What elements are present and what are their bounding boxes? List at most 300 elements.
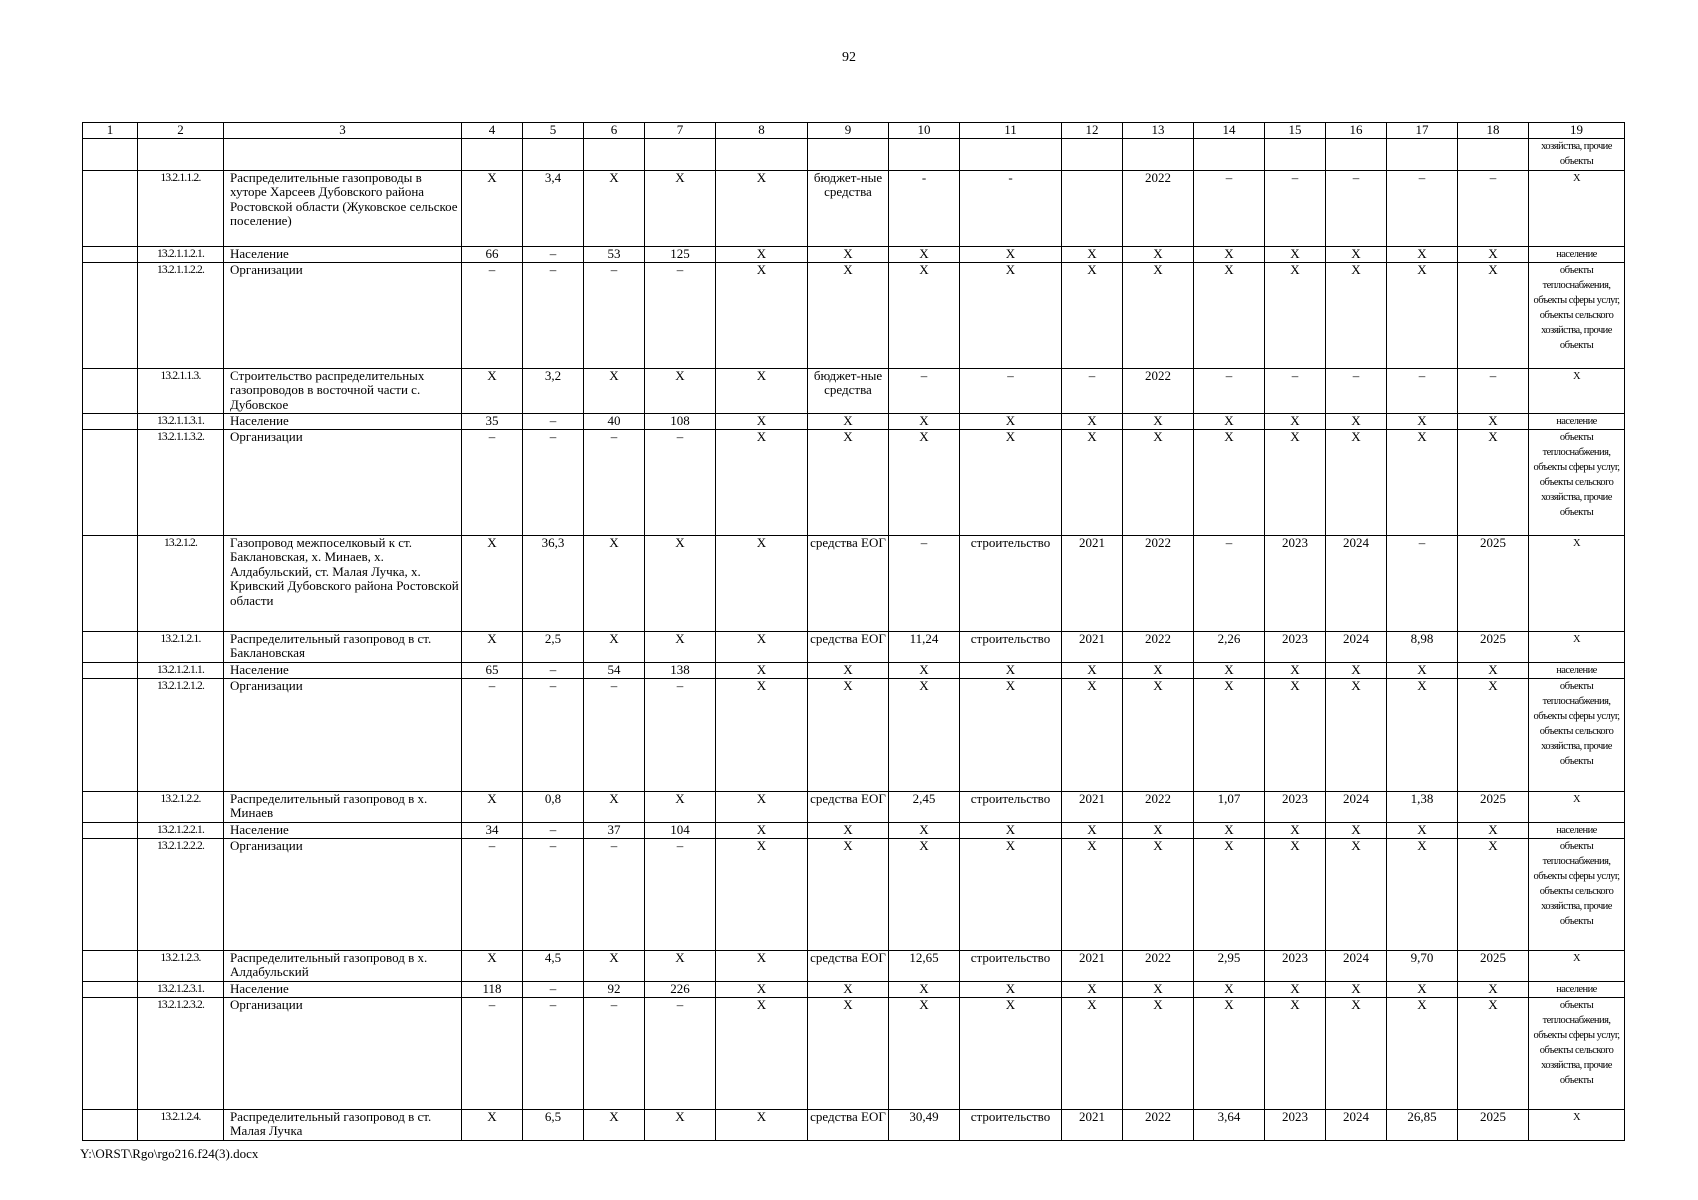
- table-cell-col-14: X: [1194, 678, 1265, 791]
- table-cell-col-8: X: [716, 791, 808, 822]
- table-cell-col-2: 13.2.1.2.1.2.: [138, 678, 224, 791]
- table-cell-col-9: X: [808, 838, 889, 950]
- table-cell-col-6: –: [584, 429, 645, 535]
- table-row: [83, 997, 1625, 1109]
- table-cell-col-10: –: [889, 368, 960, 413]
- table-row: [83, 413, 1625, 429]
- table-cell-col-16: X: [1326, 981, 1387, 997]
- table-cell-col-2: 13.2.1.2.3.1.: [138, 981, 224, 997]
- table-cell-col-8: X: [716, 997, 808, 1109]
- column-header-17: 17: [1387, 123, 1458, 139]
- table-cell-col-2: [138, 138, 224, 170]
- table-cell-col-17: X: [1387, 246, 1458, 262]
- table-cell-col-3: Газопровод межпоселковый к ст. Баклановская, х. Минаев, х. Алдабульский, ст. Малая Лучка, х. Кривский Дубовского района Ростовской области: [224, 535, 462, 631]
- table-cell-col-7: –: [645, 678, 716, 791]
- table-cell-col-12: X: [1062, 413, 1123, 429]
- table-cell-col-1: [83, 791, 138, 822]
- table-cell-col-3: Организации: [224, 838, 462, 950]
- table-cell-col-19: X: [1529, 1109, 1625, 1140]
- table-cell-col-6: –: [584, 262, 645, 368]
- table-cell-col-9: X: [808, 822, 889, 838]
- table-cell-col-5: –: [523, 413, 584, 429]
- table-cell-col-19: объекты теплоснабжения, объекты сферы услуг, объекты сельского хозяйства, прочие объекты: [1529, 997, 1625, 1109]
- table-cell-col-16: X: [1326, 822, 1387, 838]
- table-cell-col-4: 65: [462, 662, 523, 678]
- table-row: [83, 631, 1625, 662]
- table-cell-col-15: 2023: [1265, 1109, 1326, 1140]
- table-cell-col-13: X: [1123, 262, 1194, 368]
- table-cell-col-4: 34: [462, 822, 523, 838]
- table-cell-col-1: [83, 535, 138, 631]
- table-cell-col-4: X: [462, 535, 523, 631]
- table-cell-col-17: X: [1387, 838, 1458, 950]
- table-cell-col-19: X: [1529, 791, 1625, 822]
- table-cell-col-18: 2025: [1458, 950, 1529, 981]
- table-cell-col-12: X: [1062, 838, 1123, 950]
- table-cell-col-9: средства ЕОГ: [808, 631, 889, 662]
- table-cell-col-12: X: [1062, 997, 1123, 1109]
- table-cell-col-15: 2023: [1265, 535, 1326, 631]
- table-cell-col-9: X: [808, 262, 889, 368]
- table-cell-col-2: 13.2.1.2.2.2.: [138, 838, 224, 950]
- table-cell-col-10: 30,49: [889, 1109, 960, 1140]
- table-cell-col-14: 2,26: [1194, 631, 1265, 662]
- table-cell-col-7: X: [645, 368, 716, 413]
- table-cell-col-7: –: [645, 838, 716, 950]
- table-cell-col-4: 35: [462, 413, 523, 429]
- table-cell-col-8: X: [716, 170, 808, 246]
- table-cell-col-3: Организации: [224, 678, 462, 791]
- table-cell-col-1: [83, 138, 138, 170]
- table-cell-col-12: 2021: [1062, 791, 1123, 822]
- table-cell-col-17: 1,38: [1387, 791, 1458, 822]
- table-cell-col-2: 13.2.1.2.4.: [138, 1109, 224, 1140]
- table-cell-col-13: 2022: [1123, 1109, 1194, 1140]
- table-cell-col-3: Население: [224, 822, 462, 838]
- table-cell-col-10: –: [889, 535, 960, 631]
- table-cell-col-13: X: [1123, 246, 1194, 262]
- table-cell-col-11: X: [960, 262, 1062, 368]
- table-cell-col-7: 138: [645, 662, 716, 678]
- table-cell-col-6: X: [584, 535, 645, 631]
- table-cell-col-12: 2021: [1062, 1109, 1123, 1140]
- table-cell-col-15: X: [1265, 981, 1326, 997]
- table-cell-col-15: 2023: [1265, 631, 1326, 662]
- table-row: [83, 981, 1625, 997]
- table-cell-col-17: X: [1387, 678, 1458, 791]
- table-cell-col-14: X: [1194, 429, 1265, 535]
- table-row: [83, 950, 1625, 981]
- table-cell-col-13: 2022: [1123, 791, 1194, 822]
- table-cell-col-1: [83, 429, 138, 535]
- table-cell-col-3: Население: [224, 246, 462, 262]
- header-row: [83, 123, 1625, 139]
- table-cell-col-3: Строительство распределительных газопроводов в восточной части с. Дубовское: [224, 368, 462, 413]
- footer-file-path: Y:\ORST\Rgo\rgo216.f24(3).docx: [80, 1146, 259, 1161]
- table-cell-col-12: X: [1062, 981, 1123, 997]
- table-cell-col-3: Организации: [224, 262, 462, 368]
- table-cell-col-8: X: [716, 368, 808, 413]
- column-header-11: 11: [960, 123, 1062, 139]
- table-cell-col-18: [1458, 138, 1529, 170]
- table-cell-col-15: X: [1265, 997, 1326, 1109]
- table-cell-col-13: 2022: [1123, 368, 1194, 413]
- table-cell-col-4: X: [462, 170, 523, 246]
- table-cell-col-15: X: [1265, 822, 1326, 838]
- table-cell-col-7: X: [645, 535, 716, 631]
- table-cell-col-13: X: [1123, 413, 1194, 429]
- table-cell-col-11: X: [960, 822, 1062, 838]
- table-cell-col-4: X: [462, 368, 523, 413]
- table-cell-col-19: объекты теплоснабжения, объекты сферы услуг, объекты сельского хозяйства, прочие объекты: [1529, 678, 1625, 791]
- table-cell-col-14: [1194, 138, 1265, 170]
- table-cell-col-13: 2022: [1123, 950, 1194, 981]
- table-cell-col-11: [960, 138, 1062, 170]
- table-cell-col-5: –: [523, 429, 584, 535]
- table-cell-col-12: X: [1062, 262, 1123, 368]
- table-cell-col-7: 125: [645, 246, 716, 262]
- table-row: [83, 662, 1625, 678]
- table-row: [83, 368, 1625, 413]
- table-cell-col-13: X: [1123, 822, 1194, 838]
- table-cell-col-10: -: [889, 170, 960, 246]
- table-cell-col-1: [83, 368, 138, 413]
- table-cell-col-16: X: [1326, 662, 1387, 678]
- table-cell-col-1: [83, 950, 138, 981]
- table-cell-col-9: бюджет-ные средства: [808, 170, 889, 246]
- page-number: 92: [842, 50, 856, 65]
- table-cell-col-3: Распределительный газопровод в х. Алдабульский: [224, 950, 462, 981]
- table-cell-col-9: [808, 138, 889, 170]
- table-cell-col-15: X: [1265, 429, 1326, 535]
- table-cell-col-14: X: [1194, 413, 1265, 429]
- table-cell-col-14: X: [1194, 981, 1265, 997]
- table-cell-col-11: X: [960, 997, 1062, 1109]
- table-cell-col-3: Население: [224, 662, 462, 678]
- table-cell-col-11: X: [960, 662, 1062, 678]
- table-cell-col-2: 13.2.1.2.2.: [138, 791, 224, 822]
- table-cell-col-8: X: [716, 246, 808, 262]
- table-cell-col-19: X: [1529, 631, 1625, 662]
- table-cell-col-16: X: [1326, 262, 1387, 368]
- column-header-19: 19: [1529, 123, 1625, 139]
- table-cell-col-19: население: [1529, 822, 1625, 838]
- table-cell-col-18: X: [1458, 838, 1529, 950]
- table-cell-col-2: 13.2.1.2.2.1.: [138, 822, 224, 838]
- table-cell-col-12: X: [1062, 429, 1123, 535]
- table-cell-col-6: 53: [584, 246, 645, 262]
- table-cell-col-10: X: [889, 262, 960, 368]
- table-cell-col-5: –: [523, 662, 584, 678]
- table-cell-col-13: 2022: [1123, 535, 1194, 631]
- table-cell-col-5: –: [523, 678, 584, 791]
- table-cell-col-16: –: [1326, 170, 1387, 246]
- table-cell-col-12: 2021: [1062, 631, 1123, 662]
- table-cell-col-10: X: [889, 981, 960, 997]
- table-cell-col-10: 12,65: [889, 950, 960, 981]
- table-cell-col-8: X: [716, 429, 808, 535]
- table-cell-col-19: X: [1529, 950, 1625, 981]
- table-cell-col-7: X: [645, 631, 716, 662]
- table-cell-col-15: X: [1265, 246, 1326, 262]
- table-cell-col-6: –: [584, 678, 645, 791]
- table-cell-col-2: 13.2.1.2.1.: [138, 631, 224, 662]
- table-cell-col-1: [83, 662, 138, 678]
- table-cell-col-5: –: [523, 262, 584, 368]
- table-cell-col-14: X: [1194, 997, 1265, 1109]
- table-cell-col-6: 40: [584, 413, 645, 429]
- table-cell-col-10: X: [889, 662, 960, 678]
- table-cell-col-13: X: [1123, 981, 1194, 997]
- table-cell-col-2: 13.2.1.2.3.: [138, 950, 224, 981]
- table-cell-col-7: X: [645, 791, 716, 822]
- table-cell-col-9: средства ЕОГ: [808, 950, 889, 981]
- table-cell-col-12: X: [1062, 662, 1123, 678]
- table-cell-col-18: X: [1458, 662, 1529, 678]
- table-cell-col-2: 13.2.1.1.2.1.: [138, 246, 224, 262]
- table-cell-col-19: X: [1529, 535, 1625, 631]
- table-cell-col-4: X: [462, 791, 523, 822]
- table-cell-col-19: население: [1529, 246, 1625, 262]
- table-cell-col-13: X: [1123, 429, 1194, 535]
- table-cell-col-9: средства ЕОГ: [808, 535, 889, 631]
- table-cell-col-4: –: [462, 997, 523, 1109]
- table-cell-col-19: хозяйства, прочие объекты: [1529, 138, 1625, 170]
- table-cell-col-1: [83, 170, 138, 246]
- table-cell-col-4: 118: [462, 981, 523, 997]
- table-cell-col-11: строительство: [960, 950, 1062, 981]
- table-cell-col-18: X: [1458, 262, 1529, 368]
- table-cell-col-14: 3,64: [1194, 1109, 1265, 1140]
- table-row: [83, 822, 1625, 838]
- table-cell-col-3: [224, 138, 462, 170]
- table-cell-col-4: –: [462, 262, 523, 368]
- table-cell-col-18: 2025: [1458, 1109, 1529, 1140]
- table-cell-col-12: [1062, 138, 1123, 170]
- table-cell-col-8: X: [716, 822, 808, 838]
- table-cell-col-15: 2023: [1265, 950, 1326, 981]
- table-cell-col-11: строительство: [960, 791, 1062, 822]
- table-cell-col-8: X: [716, 1109, 808, 1140]
- table-cell-col-18: 2025: [1458, 631, 1529, 662]
- table-cell-col-10: X: [889, 838, 960, 950]
- table-cell-col-8: X: [716, 678, 808, 791]
- table-cell-col-5: [523, 138, 584, 170]
- table-cell-col-1: [83, 246, 138, 262]
- table-row: [83, 429, 1625, 535]
- table-cell-col-10: X: [889, 413, 960, 429]
- table-cell-col-17: 8,98: [1387, 631, 1458, 662]
- table-cell-col-7: –: [645, 997, 716, 1109]
- table-cell-col-10: 2,45: [889, 791, 960, 822]
- table-cell-col-6: –: [584, 997, 645, 1109]
- table-cell-col-16: [1326, 138, 1387, 170]
- table-cell-col-13: 2022: [1123, 170, 1194, 246]
- table-cell-col-1: [83, 1109, 138, 1140]
- table-cell-col-6: X: [584, 368, 645, 413]
- table-cell-col-13: [1123, 138, 1194, 170]
- table-cell-col-4: X: [462, 1109, 523, 1140]
- table-row: [83, 246, 1625, 262]
- table-cell-col-11: X: [960, 246, 1062, 262]
- table-row: [83, 262, 1625, 368]
- table-cell-col-14: X: [1194, 246, 1265, 262]
- table-cell-col-14: 2,95: [1194, 950, 1265, 981]
- table-cell-col-15: –: [1265, 368, 1326, 413]
- table-cell-col-4: –: [462, 429, 523, 535]
- table-cell-col-4: –: [462, 838, 523, 950]
- table-cell-col-9: бюджет-ные средства: [808, 368, 889, 413]
- table-cell-col-11: строительство: [960, 535, 1062, 631]
- table-cell-col-19: население: [1529, 981, 1625, 997]
- table-cell-col-16: 2024: [1326, 631, 1387, 662]
- table-cell-col-15: X: [1265, 678, 1326, 791]
- table-row: [83, 838, 1625, 950]
- table-cell-col-15: X: [1265, 413, 1326, 429]
- table-cell-col-7: X: [645, 1109, 716, 1140]
- table-cell-col-5: 0,8: [523, 791, 584, 822]
- table-cell-col-16: 2024: [1326, 1109, 1387, 1140]
- table-cell-col-17: X: [1387, 262, 1458, 368]
- table-cell-col-3: Организации: [224, 997, 462, 1109]
- table-cell-col-17: X: [1387, 429, 1458, 535]
- table-cell-col-18: X: [1458, 678, 1529, 791]
- table-cell-col-4: [462, 138, 523, 170]
- table-cell-col-18: 2025: [1458, 535, 1529, 631]
- column-header-12: 12: [1062, 123, 1123, 139]
- table-cell-col-12: X: [1062, 246, 1123, 262]
- table-cell-col-9: X: [808, 413, 889, 429]
- table-cell-col-2: 13.2.1.1.3.: [138, 368, 224, 413]
- table-cell-col-16: X: [1326, 838, 1387, 950]
- table-cell-col-1: [83, 413, 138, 429]
- table-cell-col-1: [83, 997, 138, 1109]
- table-cell-col-9: X: [808, 662, 889, 678]
- table-cell-col-12: 2021: [1062, 535, 1123, 631]
- table-cell-col-18: –: [1458, 368, 1529, 413]
- table-cell-col-2: 13.2.1.2.3.2.: [138, 997, 224, 1109]
- table-cell-col-2: 13.2.1.2.1.1.: [138, 662, 224, 678]
- table-cell-col-5: 3,4: [523, 170, 584, 246]
- column-header-1: 1: [83, 123, 138, 139]
- table-cell-col-19: X: [1529, 170, 1625, 246]
- table-cell-col-9: X: [808, 981, 889, 997]
- table-cell-col-6: 92: [584, 981, 645, 997]
- table-cell-col-17: X: [1387, 981, 1458, 997]
- table-cell-col-17: –: [1387, 535, 1458, 631]
- table-cell-col-14: –: [1194, 535, 1265, 631]
- table-cell-col-4: –: [462, 678, 523, 791]
- table-cell-col-6: X: [584, 950, 645, 981]
- table-cell-col-6: X: [584, 170, 645, 246]
- table-cell-col-16: 2024: [1326, 535, 1387, 631]
- table-cell-col-10: X: [889, 997, 960, 1109]
- table-cell-col-19: объекты теплоснабжения, объекты сферы услуг, объекты сельского хозяйства, прочие объекты: [1529, 262, 1625, 368]
- table-cell-col-8: X: [716, 950, 808, 981]
- table-cell-col-7: 108: [645, 413, 716, 429]
- table-cell-col-14: X: [1194, 662, 1265, 678]
- table-cell-col-17: 9,70: [1387, 950, 1458, 981]
- table-cell-col-15: [1265, 138, 1326, 170]
- column-header-5: 5: [523, 123, 584, 139]
- table-cell-col-8: X: [716, 535, 808, 631]
- table-cell-col-6: X: [584, 791, 645, 822]
- table-cell-col-17: X: [1387, 997, 1458, 1109]
- table-cell-col-16: X: [1326, 429, 1387, 535]
- table-row: [83, 170, 1625, 246]
- table-cell-col-19: население: [1529, 662, 1625, 678]
- column-header-8: 8: [716, 123, 808, 139]
- table-cell-col-9: X: [808, 678, 889, 791]
- table-cell-col-8: X: [716, 262, 808, 368]
- table-cell-col-18: –: [1458, 170, 1529, 246]
- table-cell-col-1: [83, 838, 138, 950]
- table-cell-col-7: –: [645, 262, 716, 368]
- table-cell-col-15: X: [1265, 262, 1326, 368]
- table-cell-col-8: [716, 138, 808, 170]
- column-header-15: 15: [1265, 123, 1326, 139]
- table-cell-col-18: X: [1458, 413, 1529, 429]
- table-cell-col-12: X: [1062, 822, 1123, 838]
- table-cell-col-2: 13.2.1.2.: [138, 535, 224, 631]
- table-cell-col-8: X: [716, 631, 808, 662]
- table-cell-col-9: X: [808, 429, 889, 535]
- table-cell-col-6: [584, 138, 645, 170]
- table-cell-col-6: X: [584, 631, 645, 662]
- table-cell-col-13: X: [1123, 662, 1194, 678]
- table-cell-col-17: X: [1387, 662, 1458, 678]
- table-cell-col-14: 1,07: [1194, 791, 1265, 822]
- table-cell-col-9: X: [808, 997, 889, 1109]
- table-cell-col-3: Население: [224, 413, 462, 429]
- table-row: [83, 138, 1625, 170]
- table-cell-col-1: [83, 262, 138, 368]
- column-header-9: 9: [808, 123, 889, 139]
- table-cell-col-18: X: [1458, 981, 1529, 997]
- table-cell-col-12: –: [1062, 368, 1123, 413]
- table-cell-col-3: Распределительный газопровод в х. Минаев: [224, 791, 462, 822]
- table-cell-col-11: –: [960, 368, 1062, 413]
- column-header-2: 2: [138, 123, 224, 139]
- table-cell-col-1: [83, 822, 138, 838]
- table-row: [83, 535, 1625, 631]
- data-table: [82, 122, 1625, 1141]
- column-header-6: 6: [584, 123, 645, 139]
- table-cell-col-11: строительство: [960, 1109, 1062, 1140]
- table-cell-col-16: 2024: [1326, 950, 1387, 981]
- table-row: [83, 678, 1625, 791]
- table-cell-col-5: 3,2: [523, 368, 584, 413]
- table-cell-col-5: –: [523, 997, 584, 1109]
- data-table-container: [82, 122, 1624, 1141]
- table-cell-col-5: –: [523, 822, 584, 838]
- table-cell-col-13: X: [1123, 678, 1194, 791]
- table-cell-col-11: X: [960, 981, 1062, 997]
- table-cell-col-6: 37: [584, 822, 645, 838]
- table-cell-col-18: X: [1458, 429, 1529, 535]
- table-cell-col-15: X: [1265, 838, 1326, 950]
- table-row: [83, 791, 1625, 822]
- table-cell-col-5: 6,5: [523, 1109, 584, 1140]
- table-cell-col-14: –: [1194, 170, 1265, 246]
- table-cell-col-4: 66: [462, 246, 523, 262]
- table-cell-col-16: X: [1326, 997, 1387, 1109]
- table-cell-col-19: объекты теплоснабжения, объекты сферы услуг, объекты сельского хозяйства, прочие объекты: [1529, 838, 1625, 950]
- table-cell-col-5: –: [523, 981, 584, 997]
- table-cell-col-2: 13.2.1.1.3.1.: [138, 413, 224, 429]
- table-cell-col-6: 54: [584, 662, 645, 678]
- table-cell-col-18: X: [1458, 246, 1529, 262]
